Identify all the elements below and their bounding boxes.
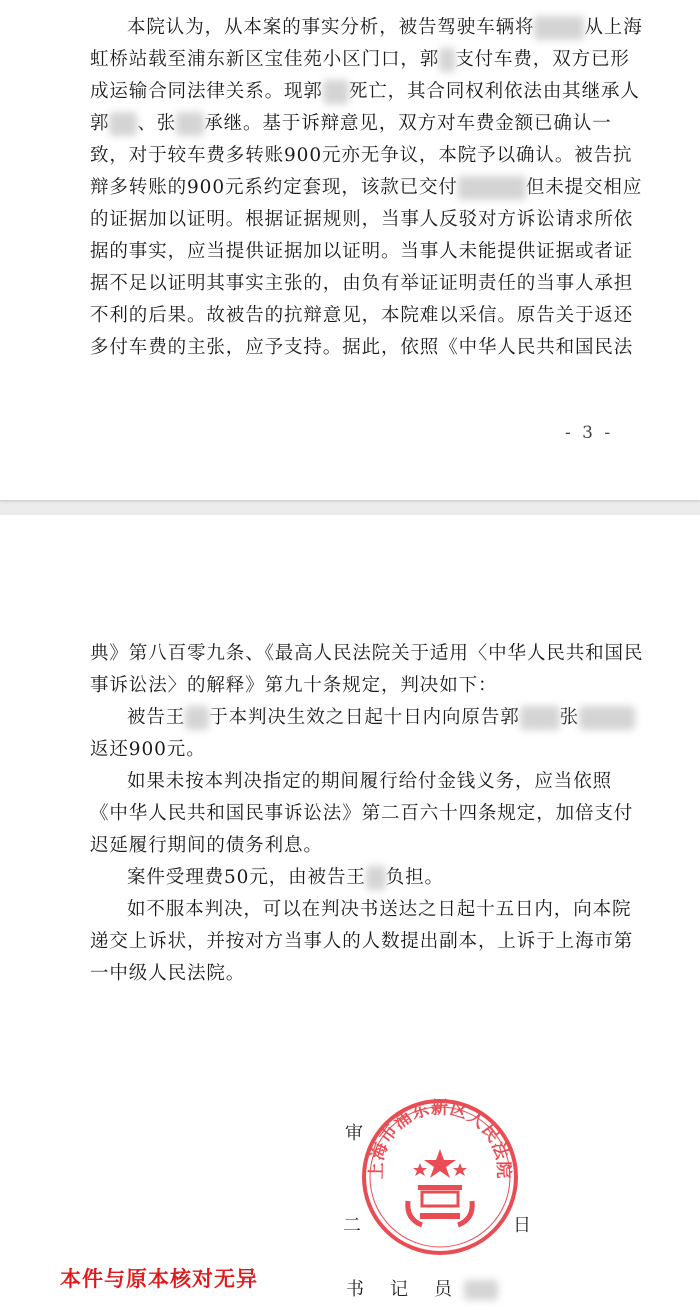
text-line: 本院认为，从本案的事实分析，被告驾驶车辆将 从上海 — [127, 17, 643, 38]
redaction — [176, 112, 204, 136]
document-page-4 — [0, 515, 700, 1314]
redaction — [458, 176, 526, 200]
text-line: 的证据加以证明。根据证据规则，当事人反驳对方诉讼请求所依 — [90, 209, 634, 230]
redaction — [185, 706, 209, 730]
redaction — [323, 80, 349, 104]
date-label-left: 二 — [343, 1215, 365, 1236]
redaction — [439, 48, 455, 72]
judgment-ruling-section — [90, 638, 644, 990]
redaction — [534, 16, 584, 40]
clerk-label: 书 记 员 — [346, 1275, 498, 1301]
verification-stamp: 本件与原本核对无异 — [60, 1267, 258, 1291]
text-line: 辩多转账的900元系约定套现，该款已交付 但未提交相应 — [90, 177, 643, 198]
text-line: 据不足以证明其事实主张的，由负有举证证明责任的当事人承担 — [90, 273, 634, 294]
ruling-item-line: 被告王 于本判决生效之日起十日内向原告郭 张 — [90, 702, 610, 734]
appeal-line: 如不服本判决，可以在判决书送达之日起十五日内，向本院 — [127, 899, 632, 920]
appeal-line: 递交上诉状，并按对方当事人的人数提出副本，上诉于上海市第 — [90, 931, 634, 952]
text-line: 《中华人民共和国民事诉讼法》第二百六十四条规定，加倍支付 — [90, 803, 634, 824]
text-line: 虹桥站载至浦东新区宝佳苑小区门口，郭 支付车费，双方已形 — [90, 49, 630, 70]
fee-line: 案件受理费50元，由被告王 负担。 — [127, 867, 444, 888]
court-seal-text: 上海市浦东新区人民法院 — [366, 1098, 514, 1180]
text-line: 致，对于较车费多转账900元亦无争议，本院予以确认。被告抗 — [90, 145, 633, 166]
redaction — [109, 112, 137, 136]
redaction — [579, 706, 635, 730]
page-number: - 3 - — [565, 423, 614, 443]
judgment-reasoning-paragraph — [90, 0, 643, 364]
text-line: 如果未按本判决指定的期间履行给付金钱义务，应当依照 — [127, 771, 613, 792]
text-line: 据的事实，应当提供证据加以证明。当事人未能提供证据或者证 — [90, 241, 634, 262]
text-line: 多付车费的主张，应予支持。据此，依照《中华人民共和国民法 — [90, 337, 634, 358]
redaction — [464, 1280, 498, 1300]
text-line: 迟延履行期间的债务利息。 — [90, 835, 323, 856]
text-line: 典》第八百零九条、《最高人民法院关于适用〈中华人民共和国民 — [90, 643, 644, 664]
text-line: 不利的后果。故被告的抗辩意见，本院难以采信。原告关于返还 — [90, 305, 634, 326]
text-line: 成运输合同法律关系。现郭 死亡，其合同权利依法由其继承人 — [90, 81, 640, 102]
date-label-right: 日 — [513, 1215, 535, 1236]
judge-label: 审 — [345, 1123, 367, 1144]
text-line: 事诉讼法〉的解释》第九十条规定，判决如下： — [90, 675, 498, 696]
redaction — [520, 706, 560, 730]
cut-off-line — [90, 0, 610, 12]
appeal-line: 一中级人民法院。 — [90, 963, 246, 984]
redaction — [366, 866, 386, 890]
ruling-item-line: 返还900元。 — [90, 739, 206, 760]
document-page-3 — [0, 0, 700, 500]
court-seal — [360, 1097, 520, 1257]
text-line: 郭 、张 承继。基于诉辩意见，双方对车费金额已确认一 — [90, 113, 612, 134]
